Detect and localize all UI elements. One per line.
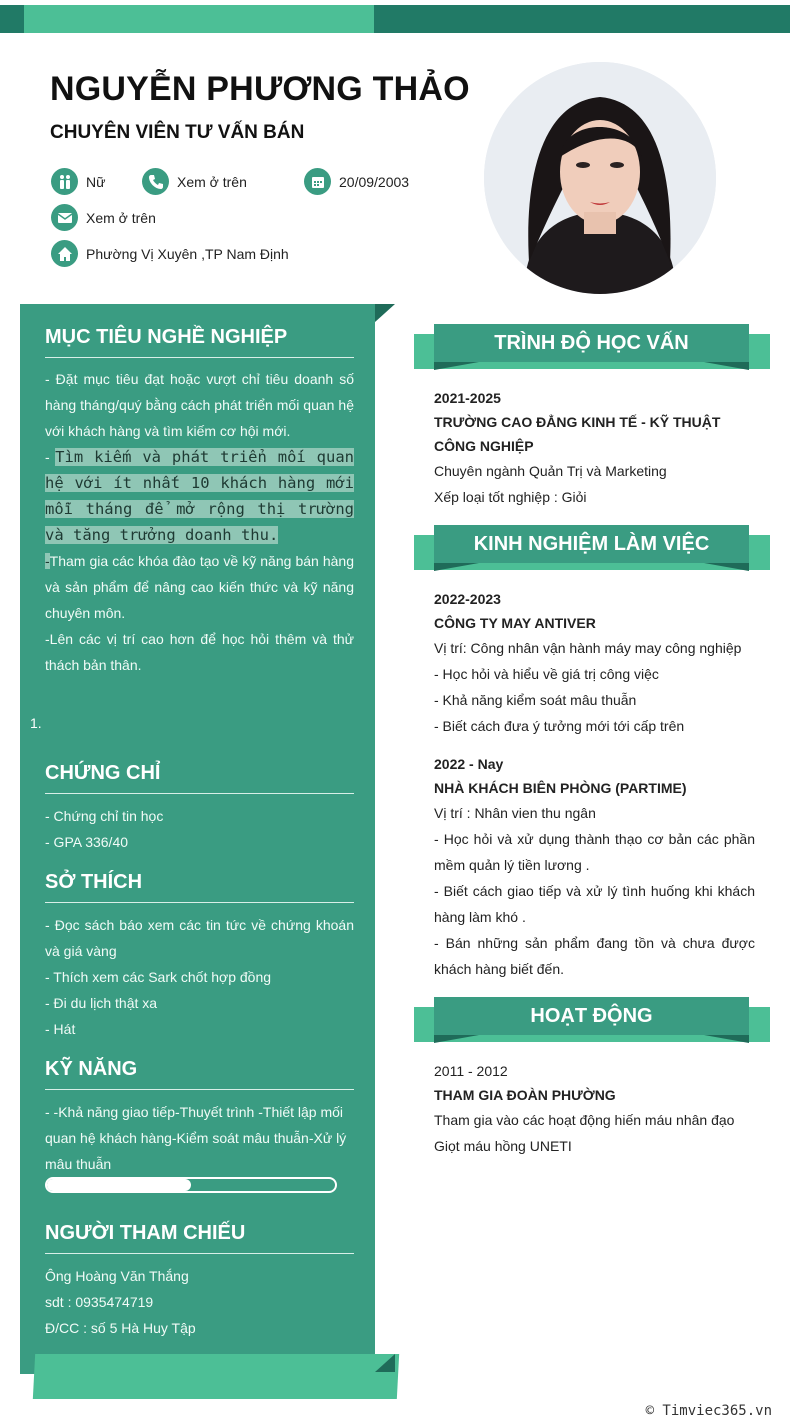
hobby-item: - Đọc sách báo xem các tin tức về chứng khoán và giá vàng <box>45 917 354 959</box>
section-heading: KINH NGHIỆM LÀM VIỆC <box>434 525 749 563</box>
section-heading: MỤC TIÊU NGHỀ NGHIỆP <box>45 326 354 358</box>
section-heading: NGƯỜI THAM CHIẾU <box>45 1222 354 1254</box>
education-entry <box>434 386 755 510</box>
email-icon <box>51 204 78 231</box>
job-years: 2022-2023 <box>434 591 501 607</box>
hobby-item: - Đi du lịch thật xa <box>45 995 158 1011</box>
experience-entry <box>434 752 755 982</box>
section-heading: CHỨNG CHỈ <box>45 762 354 794</box>
left-column-fold-bottom <box>375 1354 395 1372</box>
job-detail: - Biết cách đưa ý tưởng mới tới cấp trên <box>434 718 685 734</box>
phone-text: Xem ở trên <box>177 173 247 190</box>
activity-detail: Giọt máu hồng UNETI <box>434 1138 572 1154</box>
bullet: - <box>45 449 56 465</box>
job-detail: - Học hỏi và hiểu về giá trị công việc <box>434 666 659 682</box>
section-heading: HOẠT ĐỘNG <box>434 997 749 1035</box>
list-marker: 1. <box>30 715 42 731</box>
activity-years: 2011 - 2012 <box>434 1063 508 1079</box>
hobby-item: - Thích xem các Sark chốt hợp đồng <box>45 969 272 985</box>
candidate-name: NGUYỄN PHƯƠNG THẢO <box>50 70 470 108</box>
skills <box>45 1058 354 1177</box>
skill-level-bar <box>45 1177 337 1193</box>
gender-icon <box>51 168 78 195</box>
copyright: © Timviec365.vn <box>645 1403 772 1419</box>
bullet: - <box>45 553 50 569</box>
left-column-fold <box>375 304 395 322</box>
school-name: TRƯỜNG CAO ĐẲNG KINH TẾ - KỸ THUẬT CÔNG NGHIỆP <box>434 414 721 454</box>
job-detail: Vị trí : Nhân vien thu ngân <box>434 805 596 821</box>
reference-item: sdt : 0935474719 <box>45 1294 154 1310</box>
certificates <box>45 762 354 855</box>
job-detail: - Khả năng kiểm soát mâu thuẫn <box>434 692 637 708</box>
job-detail: - Biết cách giao tiếp và xử lý tình huống khi khách hàng làm khó . <box>434 883 755 925</box>
birthday-info <box>304 168 409 195</box>
objective-text: Tham gia các khóa đào tạo về kỹ năng bán hàng và sản phẩm để nâng cao kiến thức và kỹ năng chuyên môn. <box>45 553 354 621</box>
major: Chuyên ngành Quản Trị và Marketing <box>434 463 667 479</box>
left-column-base <box>33 1354 399 1399</box>
home-icon <box>51 240 78 267</box>
top-bar-accent <box>24 5 374 33</box>
cert-item: - Chứng chỉ tin học <box>45 808 164 824</box>
activity-entry <box>434 1059 755 1159</box>
hobby-item: - Hát <box>45 1021 76 1037</box>
objective-paragraph <box>45 548 354 626</box>
section-heading: SỞ THÍCH <box>45 871 354 903</box>
gender-text: Nữ <box>86 173 106 190</box>
highlighted-objective: Tìm kiếm và phát triển mối quan hệ với ít nhất 10 khách hàng mới mỗi tháng để mở rộng thị trường và tăng trưởng doanh thu. <box>45 448 354 544</box>
job-title: CHUYÊN VIÊN TƯ VẤN BÁN <box>50 122 305 143</box>
reference-item: Đ/CC : số 5 Hà Huy Tập <box>45 1320 196 1336</box>
company-name: NHÀ KHÁCH BIÊN PHÒNG (PARTIME) <box>434 780 687 796</box>
hobbies <box>45 871 354 1042</box>
profile-photo <box>484 62 716 294</box>
cert-item: - GPA 336/40 <box>45 834 129 850</box>
objective-paragraph <box>45 444 354 548</box>
education-ribbon <box>414 324 770 372</box>
objective-paragraph: - Đặt mục tiêu đạt hoặc vượt chỉ tiêu doanh số hàng tháng/quý bằng cách phát triển mối quan hệ với khách hàng và tìm kiếm cơ hội mới. <box>45 371 354 439</box>
company-name: CÔNG TY MAY ANTIVER <box>434 615 596 631</box>
phone-info <box>142 168 247 195</box>
ribbon-fold <box>434 1035 479 1043</box>
birthday-text: 20/09/2003 <box>339 173 410 190</box>
education-years: 2021-2025 <box>434 390 501 406</box>
job-detail: Vị trí: Công nhân vận hành máy may công nghiệp <box>434 640 742 656</box>
section-heading: TRÌNH ĐỘ HỌC VẤN <box>434 324 749 362</box>
experience-entry <box>434 587 755 739</box>
gender-info <box>51 168 105 195</box>
ribbon-fold <box>704 1035 749 1043</box>
ribbon-fold <box>704 563 749 571</box>
career-objective <box>45 326 354 678</box>
skill-level-fill <box>47 1179 191 1191</box>
ribbon-fold <box>704 362 749 370</box>
phone-icon <box>142 168 169 195</box>
address-info <box>51 240 289 267</box>
address-text: Phường Vị Xuyên ,TP Nam Định <box>86 245 289 262</box>
activities-ribbon <box>414 997 770 1045</box>
email-text: Xem ở trên <box>86 209 156 226</box>
email-info <box>51 204 156 231</box>
experience-ribbon <box>414 525 770 573</box>
activity-detail: Tham gia vào các hoạt động hiến máu nhân đạo <box>434 1112 735 1128</box>
job-detail: - Bán những sản phẩm đang tồn và chưa được khách hàng biết đến. <box>434 935 755 977</box>
reference-item: Ông Hoàng Văn Thắng <box>45 1268 189 1284</box>
ribbon-fold <box>434 362 479 370</box>
job-detail: - Học hỏi và xử dụng thành thạo cơ bản các phần mềm quản lý tiền lương . <box>434 831 755 873</box>
calendar-icon <box>304 168 331 195</box>
activity-org: THAM GIA ĐOÀN PHƯỜNG <box>434 1087 616 1103</box>
job-years: 2022 - Nay <box>434 756 504 772</box>
skills-text: - -Khả năng giao tiếp-Thuyết trình -Thiết lập mối quan hệ khách hàng-Kiểm soát mâu thuẫn-Xử lý mâu thuẫn <box>45 1104 347 1172</box>
ribbon-fold <box>434 563 479 571</box>
objective-paragraph: -Lên các vị trí cao hơn để học hỏi thêm và thử thách bản thân. <box>45 631 354 673</box>
grade: Xếp loại tốt nghiệp : Giỏi <box>434 489 587 505</box>
section-heading: KỸ NĂNG <box>45 1058 354 1090</box>
references <box>45 1222 354 1341</box>
